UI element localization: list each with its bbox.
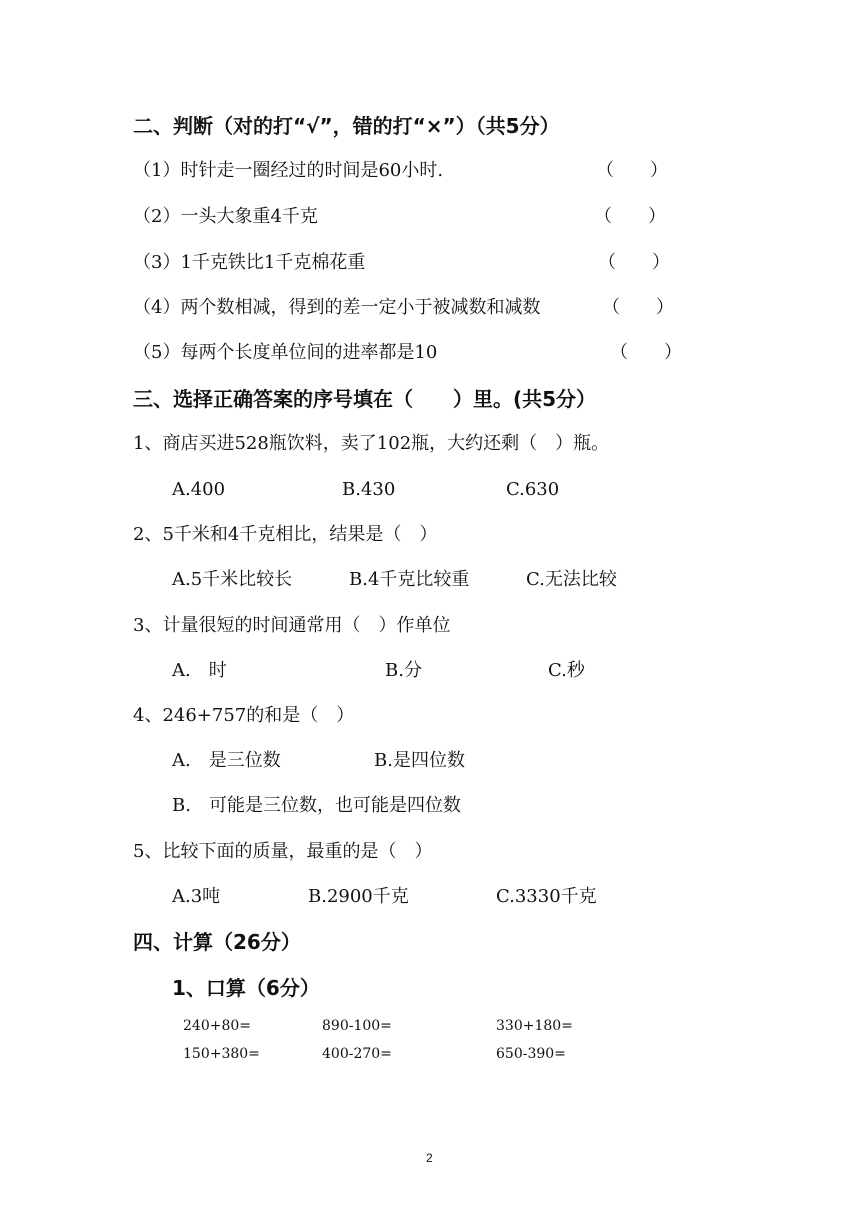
question-1-option-b: B.430 (342, 479, 396, 500)
section-3-title: 三、选择正确答案的序号填在（ ）里。(共5分） (133, 387, 597, 411)
judgement-item-2: （2）一头大象重4千克 (133, 206, 318, 227)
calc-problem-1: 240+80= (183, 1018, 251, 1034)
calc-problem-5: 400-270= (322, 1046, 392, 1062)
judgement-item-1: （1）时针走一圈经过的时间是60小时. (133, 160, 444, 181)
judgement-item-5: （5）每两个长度单位间的进率都是10 (133, 342, 438, 363)
question-5-option-a: A.3吨 (172, 886, 221, 907)
calc-problem-2: 890-100= (322, 1018, 392, 1034)
question-2-option-c: C.无法比较 (526, 569, 617, 590)
question-3-option-a: A. 时 (172, 660, 227, 681)
answer-paren-3: （ ） (598, 252, 670, 273)
question-5-option-b: B.2900千克 (308, 886, 409, 907)
answer-paren-1: （ ） (596, 160, 668, 181)
question-2-option-a: A.5千米比较长 (172, 569, 293, 590)
section-4-title: 四、计算（26分） (133, 930, 301, 954)
calc-problem-6: 650-390= (496, 1046, 566, 1062)
question-3-option-c: C.秒 (548, 660, 585, 681)
question-1-option-a: A.400 (172, 479, 226, 500)
calc-problem-3: 330+180= (496, 1018, 573, 1034)
question-5: 5、比较下面的质量，最重的是（ ） (133, 841, 433, 862)
judgement-item-4: （4）两个数相减，得到的差一定小于被减数和减数 (133, 297, 541, 318)
question-4: 4、246+757的和是（ ） (133, 705, 355, 726)
question-2: 2、5千米和4千克相比，结果是（ ） (133, 524, 438, 545)
question-3: 3、计量很短的时间通常用（ ）作单位 (133, 615, 451, 636)
question-4-option-c: B. 可能是三位数，也可能是四位数 (172, 795, 461, 816)
question-5-option-c: C.3330千克 (496, 886, 597, 907)
answer-paren-4: （ ） (602, 297, 674, 318)
answer-paren-5: （ ） (610, 342, 682, 363)
question-1-option-c: C.630 (506, 479, 560, 500)
page-number: 2 (426, 1151, 433, 1165)
answer-paren-2: （ ） (594, 206, 666, 227)
question-4-option-b: B.是四位数 (374, 750, 465, 771)
question-3-option-b: B.分 (385, 660, 422, 681)
calc-problem-4: 150+380= (183, 1046, 260, 1062)
judgement-item-3: （3）1千克铁比1千克棉花重 (133, 252, 366, 273)
question-4-option-a: A. 是三位数 (172, 750, 281, 771)
question-1: 1、商店买进528瓶饮料，卖了102瓶，大约还剩（ ）瓶。 (133, 433, 610, 454)
question-2-option-b: B.4千克比较重 (349, 569, 470, 590)
oral-calculation-title: 1、口算（6分） (172, 976, 320, 1000)
section-2-title: 二、判断（对的打“√”，错的打“×”）（共5分） (133, 114, 560, 138)
